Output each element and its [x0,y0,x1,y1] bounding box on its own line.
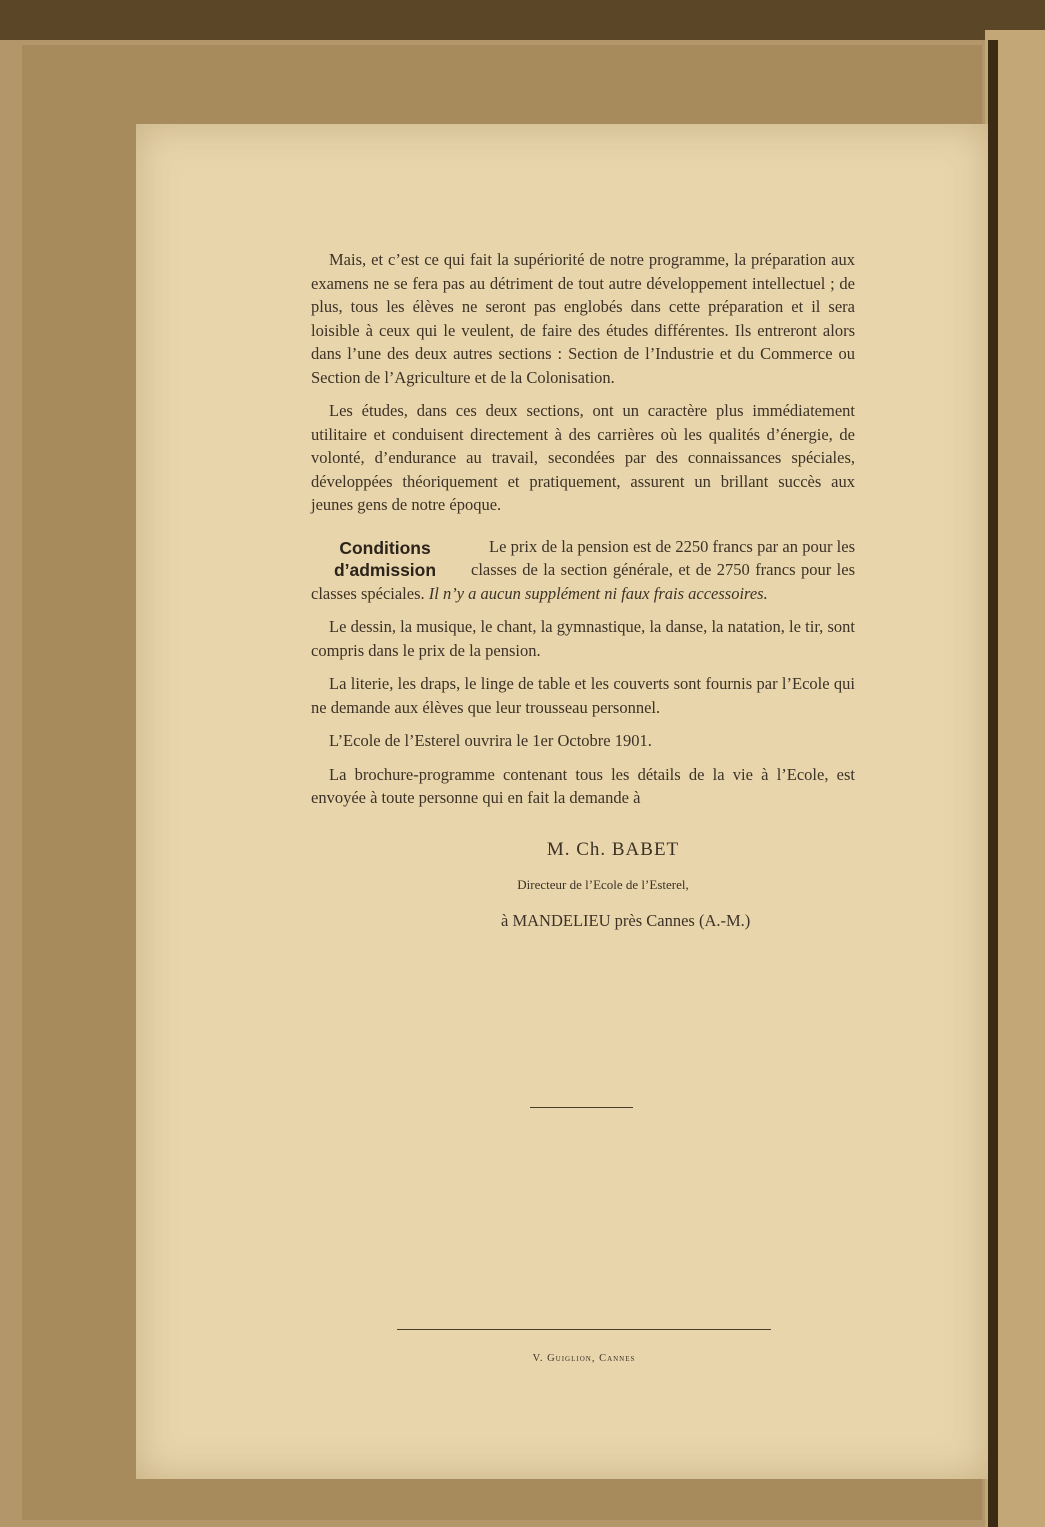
paragraph-included-activities: Le dessin, la musique, le chant, la gymnastique, la danse, la natation, le tir, sont compris dans le prix de la pension. [311,617,855,660]
paragraph-linen: La literie, les draps, le linge de table et les couverts sont fournis par l’Ecole qui ne demande aux élèves que leur trousseau personnel. [311,674,855,717]
school-address: à MANDELIEU près Cannes (A.-M.) [501,910,751,930]
conditions-heading-line2: d’admission [333,559,437,580]
paragraph-programme: Mais, et c’est ce qui fait la supériorité de notre programme, la préparation aux examens ne se fera pas au détriment de tout autre développement intellectuel ; de plus, tous les élèves ne seront pas englobés dans cette préparation et il sera loisible à ceux qui le veulent, de faire des études différentes. Ils entreront alors dans l’une des deux autres sections : Section de l’Industrie et du Commerce ou Section de l’Agriculture et de la Colonisation. [311,250,855,387]
conditions-heading [311,537,459,581]
short-divider [530,1107,633,1108]
paragraph-brochure: La brochure-programme contenant tous les détails de la vie à l’Ecole, est envoyée à toute personne qui en fait la demande à [311,764,855,807]
director-title: Directeur de l’Ecole de l’Esterel, [517,877,689,892]
signature-block [311,838,855,933]
paragraph-sections: Les études, dans ces deux sections, ont un caractère plus immédiatement utilitaire et conduisent directement à des carrières où les qualités d’énergie, de volonté, d’endurance au travail, secondées par des connaissances spéciales, développées théoriquement et pratiquement, assurent un brillant succès aux jeunes gens de notre époque. [311,401,855,514]
pension-price-text: Le prix de la pension est de 2250 francs par an pour les classes de la section générale, et de 2750 francs pour les classes spéciales. [311,536,855,603]
no-extra-fees-note: Il n’y a aucun supplément ni faux frais accessoires. [428,583,768,603]
book-gutter [988,40,998,1527]
conditions-section [311,535,855,606]
director-name: M. Ch. BABET [546,838,680,860]
footer-divider [397,1329,771,1330]
page-content [311,248,855,932]
printer-credit: V. Guiglion, Cannes [532,1353,636,1364]
conditions-heading-line1: Conditions [339,537,431,558]
paragraph-opening-date: L’Ecole de l’Esterel ouvrira le 1er Octobre 1901. [329,731,652,750]
